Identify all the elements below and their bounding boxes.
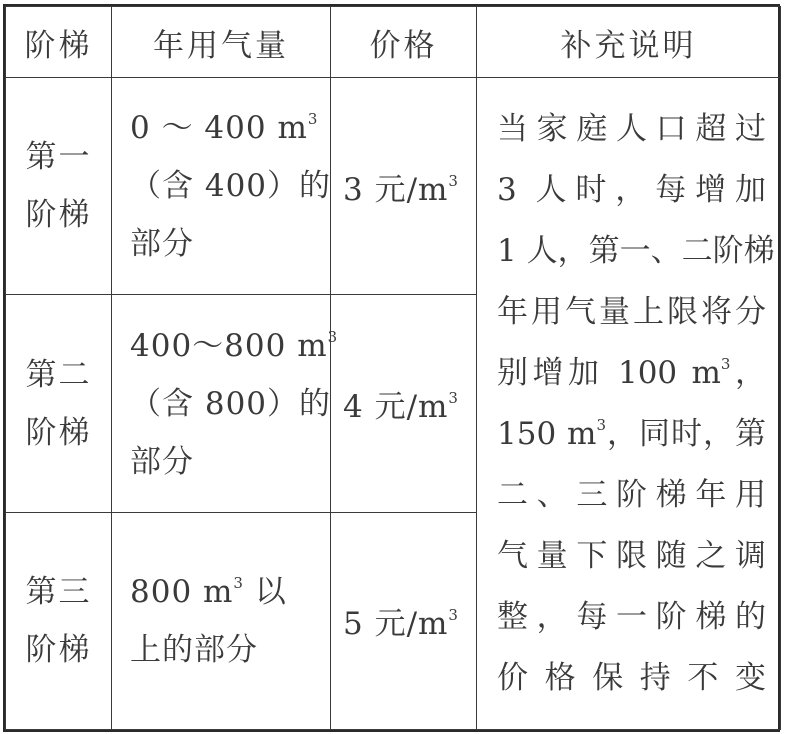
tier-label-line1: 第二 (25, 356, 92, 393)
note-line (497, 404, 766, 465)
range-line3: 部分 (130, 443, 194, 480)
range-line2: 上的部分 (130, 631, 258, 668)
note-text: ， (730, 354, 766, 391)
gas-price-table-container (3, 4, 780, 732)
range-text: 0 ～ 400 m (130, 110, 308, 147)
note-line: 3 人时，每增加 (497, 171, 766, 208)
gas-price-table (5, 6, 781, 730)
note-line: 价格保持不变 (497, 659, 766, 696)
note-line: 1 人，第一、二阶梯 (497, 232, 775, 269)
tier-label-line2: 阶梯 (25, 631, 92, 668)
header-note: 补充说明 (477, 7, 781, 78)
superscript: 3 (448, 389, 459, 408)
price-text: 4 元/m (343, 389, 449, 426)
header-annual-gas: 年用气量 (112, 7, 331, 78)
table-header-row (6, 7, 781, 78)
range-cell (112, 78, 331, 295)
range-cell (112, 295, 339, 512)
superscript: 3 (327, 327, 339, 346)
note-line: 气量下限随之调 (497, 537, 766, 574)
price-text: 3 元/m (343, 171, 449, 208)
tier-label-line2: 阶梯 (25, 197, 92, 234)
header-price: 价格 (331, 7, 477, 78)
price-text: 5 元/m (343, 606, 449, 643)
range-line1 (130, 99, 322, 157)
note-cell (477, 78, 781, 730)
note-text: 150 m (497, 415, 597, 452)
note-line: 年用气量上限将分 (497, 293, 766, 330)
price-cell (331, 512, 477, 729)
note-text: 别增加 100 m (497, 354, 721, 391)
superscript: 3 (233, 573, 244, 592)
range-text: 以 (243, 573, 287, 610)
range-line1 (130, 563, 322, 621)
table-row (6, 78, 781, 295)
superscript: 3 (448, 606, 459, 625)
tier-label-line1: 第三 (25, 573, 92, 610)
tier-cell (6, 78, 112, 295)
note-line: 当家庭人口超过 (497, 110, 766, 147)
tier-cell (6, 512, 112, 729)
range-line3: 部分 (130, 226, 194, 263)
header-tier: 阶梯 (6, 7, 112, 78)
superscript: 3 (307, 110, 319, 129)
note-text: ，同时，第 (605, 415, 767, 452)
range-line1 (130, 317, 339, 375)
note-line: 整，每一阶梯的 (497, 598, 766, 635)
range-text: 800 m (130, 573, 234, 610)
range-text: 400～800 m (130, 327, 328, 364)
tier-label-line2: 阶梯 (25, 414, 92, 451)
price-cell (331, 78, 477, 295)
range-line2: （含 800）的 (130, 385, 332, 422)
price-cell (331, 295, 477, 512)
range-cell (112, 512, 331, 729)
note-line: 二、三阶梯年用 (497, 476, 766, 513)
superscript: 3 (720, 354, 731, 373)
superscript: 3 (596, 415, 606, 434)
note-line (497, 343, 766, 404)
range-line2: （含 400）的 (130, 168, 332, 205)
superscript: 3 (448, 171, 459, 190)
tier-label-line1: 第一 (25, 139, 92, 176)
tier-cell (6, 295, 112, 512)
